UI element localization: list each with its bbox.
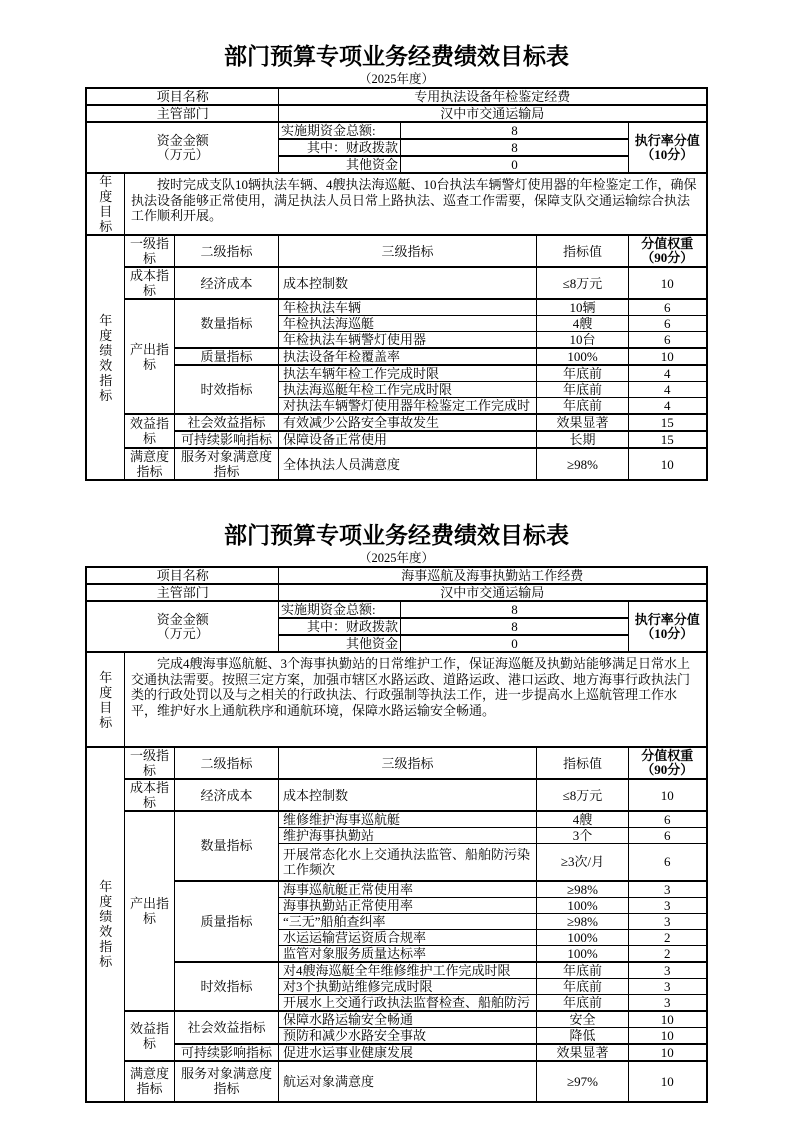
fund-amount-label-line1: 资金金额 [156,132,209,148]
fund-amount-label [86,601,278,652]
dept-value: 汉中市交通运输局 [278,584,706,601]
indicator-value-cell: 3个 [536,828,628,844]
indicator-weight-cell: 2 [628,945,706,962]
header-level1: 一级指标 [124,747,174,779]
indicator-name-cell: 维修维护海事巡航艇 [278,811,536,828]
indicator-value-cell: 100% [536,348,628,365]
header-weight: 分值权重 （90分） [628,747,706,779]
fund-row-label: 实施期资金总额: [278,122,400,139]
header-level2: 二级指标 [174,235,278,267]
level2-time-cell: 时效指标 [174,962,278,1011]
indicator-weight-cell: 15 [628,431,706,448]
indicator-value-cell: 效果显著 [536,414,628,431]
indicator-name-cell: 对执法车辆警灯使用器年检鉴定工作完成时 [278,398,536,415]
indicator-value-cell: 降低 [536,1027,628,1044]
indicator-name-cell: 成本控制数 [278,779,536,811]
fund-amount-label-line1: 资金金额 [156,611,209,627]
fund-row-label: 其他资金 [278,635,400,652]
level1-output-cell: 产出指标 [124,811,174,1011]
level2-quantity-cell: 数量指标 [174,811,278,881]
fund-row-value: 8 [400,139,628,156]
header-level3: 三级指标 [278,235,536,267]
header-value: 指标值 [536,235,628,267]
level2-sustain-cell: 可持续影响指标 [174,431,278,448]
level2-sustain-cell: 可持续影响指标 [174,1044,278,1061]
indicator-value-cell: 10辆 [536,299,628,316]
indicator-value-cell: 100% [536,945,628,962]
indicator-name-cell: 保障设备正常使用 [278,431,536,448]
indicator-name-cell: 对4艘海巡艇全年维修维护工作完成时限 [278,962,536,979]
fund-amount-label-line2: （万元） [156,146,209,162]
indicator-value-cell: 年底前 [536,382,628,398]
indicator-weight-cell: 4 [628,365,706,382]
header-level1: 一级指标 [124,235,174,267]
indicator-name-cell: 年检执法车辆警灯使用器 [278,332,536,349]
level2-social-cell: 社会效益指标 [174,414,278,431]
fund-row-label: 其他资金 [278,156,400,173]
indicator-value-cell: 10台 [536,332,628,349]
indicator-name-cell: 年检执法海巡艇 [278,316,536,332]
project-name-label: 项目名称 [86,567,278,584]
page-title: 部门预算专项业务经费绩效目标表 [224,523,569,548]
exec-rate-cell [628,122,706,173]
fund-row-label: 其中：财政拨款 [278,139,400,156]
indicator-name-cell: 年检执法车辆 [278,299,536,316]
level1-satisfaction-cell: 满意度指标 [124,1061,174,1102]
level2-quality-cell: 质量指标 [174,881,278,962]
fund-amount-label [86,122,278,173]
section-table-1 [0,0,793,481]
indicator-weight-cell: 10 [628,348,706,365]
indicator-name-cell: 水运运输营运资质合规率 [278,929,536,945]
indicator-value-cell: 年底前 [536,994,628,1011]
level2-satisfaction-cell: 服务对象满意度指标 [174,1061,278,1102]
indicator-weight-cell: 10 [628,1027,706,1044]
indicator-weight-cell: 3 [628,913,706,929]
exec-rate-line1: 执行率分值 [634,611,700,627]
indicator-value-cell: 效果显著 [536,1044,628,1061]
indicator-value-cell: 年底前 [536,962,628,979]
exec-rate-cell [628,601,706,652]
fund-row-value: 0 [400,156,628,173]
indicator-name-cell: 维护海事执勤站 [278,828,536,844]
indicator-weight-cell: 3 [628,978,706,994]
budget-table-1 [85,87,707,481]
perf-side-label: 年度绩效指标 [86,747,124,1102]
indicator-weight-cell: 10 [628,779,706,811]
dept-label: 主管部门 [86,105,278,122]
level1-benefit-cell: 效益指标 [124,1011,174,1061]
annual-goal-label: 年度目标 [86,173,124,235]
indicator-weight-cell: 6 [628,811,706,828]
dept-label: 主管部门 [86,584,278,601]
indicator-name-cell: 对3个执勤站维修完成时限 [278,978,536,994]
exec-rate-line1: 执行率分值 [634,132,700,148]
level1-cost-cell: 成本指标 [124,779,174,811]
indicator-value-cell: 4艘 [536,316,628,332]
indicator-weight-cell: 6 [628,844,706,881]
level2-cost-cell: 经济成本 [174,779,278,811]
project-name-value: 专用执法设备年检鉴定经费 [278,88,706,105]
indicator-name-cell: 海事巡航艇正常使用率 [278,881,536,898]
indicator-name-cell: 开展常态化水上交通执法监管、船舶防污染工作频次 [278,844,536,881]
indicator-name-cell: 有效减少公路安全事故发生 [278,414,536,431]
indicator-value-cell: 安全 [536,1011,628,1028]
indicator-weight-cell: 15 [628,414,706,431]
indicator-name-cell: 促进水运事业健康发展 [278,1044,536,1061]
indicator-name-cell: 监管对象服务质量达标率 [278,945,536,962]
indicator-weight-cell: 4 [628,382,706,398]
header-weight: 分值权重 （90分） [628,235,706,267]
indicator-value-cell: ≤8万元 [536,267,628,299]
header-level3: 三级指标 [278,747,536,779]
level1-output-cell: 产出指标 [124,299,174,414]
exec-rate-line2: （10分） [641,625,694,641]
indicator-weight-cell: 4 [628,398,706,415]
indicator-weight-cell: 10 [628,267,706,299]
indicator-value-cell: 年底前 [536,365,628,382]
indicator-weight-cell: 10 [628,448,706,480]
fund-row-label: 其中：财政拨款 [278,618,400,635]
annual-goal-text: 完成4艘海事巡航艇、3个海事执勤站的日常维护工作，保证海巡艇及执勤站能够满足日常水上交通执法需要。按照三定方案，加强市辖区水路运政、道路运政、港口运政、地方海事行政执法门类的行政处罚以及与之相关的行政执法、行政强制等执法工作，进一步提高水上巡航管理工作水平，维护好水上通航秩序和通航环境，保障水路运输安全畅通。 [124,652,706,747]
indicator-weight-cell: 10 [628,1044,706,1061]
exec-rate-line2: （10分） [641,146,694,162]
budget-table-2 [85,566,707,1103]
indicator-weight-cell: 6 [628,828,706,844]
level2-cost-cell: 经济成本 [174,267,278,299]
annual-goal-label: 年度目标 [86,652,124,747]
indicator-value-cell: 100% [536,929,628,945]
page-title: 部门预算专项业务经费绩效目标表 [224,44,569,69]
fund-amount-label-line2: （万元） [156,625,209,641]
fund-row-value: 0 [400,635,628,652]
fund-row-value: 8 [400,122,628,139]
level1-satisfaction-cell: 满意度指标 [124,448,174,480]
dept-value: 汉中市交通运输局 [278,105,706,122]
level2-time-cell: 时效指标 [174,365,278,414]
indicator-name-cell: 开展水上交通行政执法监督检查、船舶防污 [278,994,536,1011]
indicator-value-cell: 年底前 [536,978,628,994]
indicator-value-cell: ≥98% [536,881,628,898]
level1-benefit-cell: 效益指标 [124,414,174,448]
annual-goal-text: 按时完成支队10辆执法车辆、4艘执法海巡艇、10台执法车辆警灯使用器的年检鉴定工作，确保执法设备能够正常使用，满足执法人员日常上路执法、巡查工作需要，保障支队交通运输综合执法工作顺利开展。 [124,173,706,235]
level2-quantity-cell: 数量指标 [174,299,278,348]
indicator-name-cell: “三无”船舶查纠率 [278,913,536,929]
level2-social-cell: 社会效益指标 [174,1011,278,1044]
indicator-value-cell: ≥3次/月 [536,844,628,881]
indicator-name-cell: 预防和减少水路安全事故 [278,1027,536,1044]
section-table-2 [0,481,793,1103]
indicator-weight-cell: 2 [628,929,706,945]
indicator-weight-cell: 3 [628,994,706,1011]
indicator-name-cell: 海事执勤站正常使用率 [278,897,536,913]
page-subtitle: （2025年度） [358,551,434,565]
fund-row-value: 8 [400,601,628,618]
indicator-value-cell: ≥98% [536,913,628,929]
indicator-value-cell: ≥97% [536,1061,628,1102]
level1-cost-cell: 成本指标 [124,267,174,299]
indicator-weight-cell: 6 [628,332,706,349]
indicator-name-cell: 执法设备年检覆盖率 [278,348,536,365]
indicator-weight-cell: 3 [628,897,706,913]
page-subtitle: （2025年度） [358,72,434,86]
indicator-name-cell: 保障水路运输安全畅通 [278,1011,536,1028]
indicator-weight-cell: 6 [628,316,706,332]
indicator-name-cell: 执法海巡艇年检工作完成时限 [278,382,536,398]
indicator-value-cell: ≤8万元 [536,779,628,811]
indicator-value-cell: ≥98% [536,448,628,480]
indicator-name-cell: 执法车辆年检工作完成时限 [278,365,536,382]
indicator-weight-cell: 3 [628,881,706,898]
indicator-name-cell: 成本控制数 [278,267,536,299]
level2-satisfaction-cell: 服务对象满意度指标 [174,448,278,480]
indicator-value-cell: 年底前 [536,398,628,415]
fund-row-label: 实施期资金总额: [278,601,400,618]
indicator-weight-cell: 6 [628,299,706,316]
project-name-label: 项目名称 [86,88,278,105]
header-level2: 二级指标 [174,747,278,779]
perf-side-label: 年度绩效指标 [86,235,124,480]
indicator-name-cell: 全体执法人员满意度 [278,448,536,480]
indicator-value-cell: 100% [536,897,628,913]
indicator-weight-cell: 10 [628,1011,706,1028]
level2-quality-cell: 质量指标 [174,348,278,365]
fund-row-value: 8 [400,618,628,635]
project-name-value: 海事巡航及海事执勤站工作经费 [278,567,706,584]
indicator-weight-cell: 3 [628,962,706,979]
indicator-weight-cell: 10 [628,1061,706,1102]
indicator-value-cell: 长期 [536,431,628,448]
indicator-name-cell: 航运对象满意度 [278,1061,536,1102]
header-value: 指标值 [536,747,628,779]
indicator-value-cell: 4艘 [536,811,628,828]
